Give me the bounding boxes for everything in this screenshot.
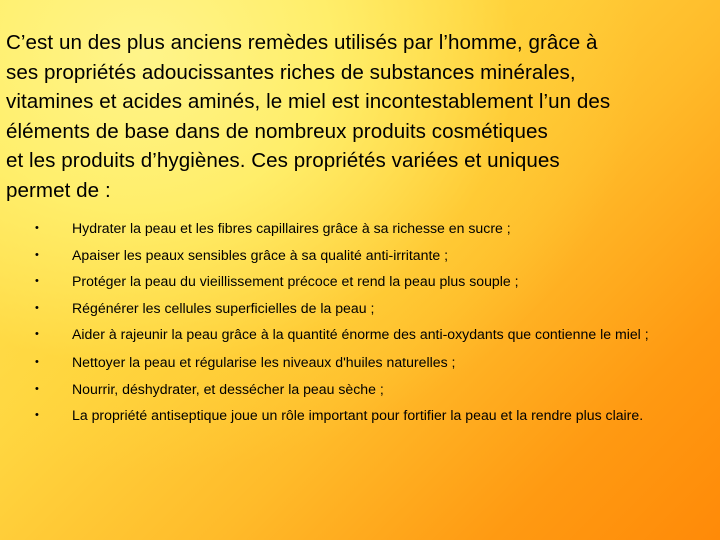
bullet-icon: • xyxy=(35,356,39,368)
list-item-text: Apaiser les peaux sensibles grâce à sa qualité anti-irritante ; xyxy=(72,246,449,263)
bullet-icon: • xyxy=(35,382,39,395)
bullet-icon: • xyxy=(35,409,39,421)
bullet-icon: • xyxy=(35,222,39,234)
list-item-text: Nourrir, déshydrater, et dessécher la peau sèche ; xyxy=(72,380,384,397)
list-item xyxy=(0,353,720,371)
list-item-text: Hydrater la peau et les fibres capillaires grâce à sa richesse en sucre ; xyxy=(72,220,511,236)
list-item-text: La propriété antiseptique joue un rôle important pour fortifier la peau et la rendre plus claire. xyxy=(72,407,644,423)
intro-paragraph: C’est un des plus anciens remèdes utilisés par l’homme, grâce à ses propriétés adoucissantes riches de substances minérales, vitamines et acides aminés, le miel est incontestablement l’un des éléments de base dans de nombreux produits cosmétiques et les produits d’hygiènes. Ces propriétés variées et uniques permet de : xyxy=(6,31,611,202)
bullet-icon: • xyxy=(35,301,39,314)
benefits-list xyxy=(0,219,720,433)
list-item xyxy=(0,406,720,424)
list-item xyxy=(0,325,720,343)
bullet-icon: • xyxy=(35,275,39,287)
list-item xyxy=(0,299,720,317)
list-item xyxy=(0,219,720,237)
list-item-text: Régénérer les cellules superficielles de la peau ; xyxy=(72,299,375,316)
list-item xyxy=(0,246,720,264)
list-item-text: Aider à rajeunir la peau grâce à la quantité énorme des anti-oxydants que contienne le miel ; xyxy=(72,326,649,342)
list-item-text: Protéger la peau du vieillissement précoce et rend la peau plus souple ; xyxy=(72,273,519,289)
list-item-text: Nettoyer la peau et régularise les niveaux d'huiles naturelles ; xyxy=(72,354,456,370)
bullet-icon: • xyxy=(35,328,39,340)
list-item xyxy=(0,272,720,290)
bullet-icon: • xyxy=(35,248,39,261)
list-item xyxy=(0,380,720,398)
